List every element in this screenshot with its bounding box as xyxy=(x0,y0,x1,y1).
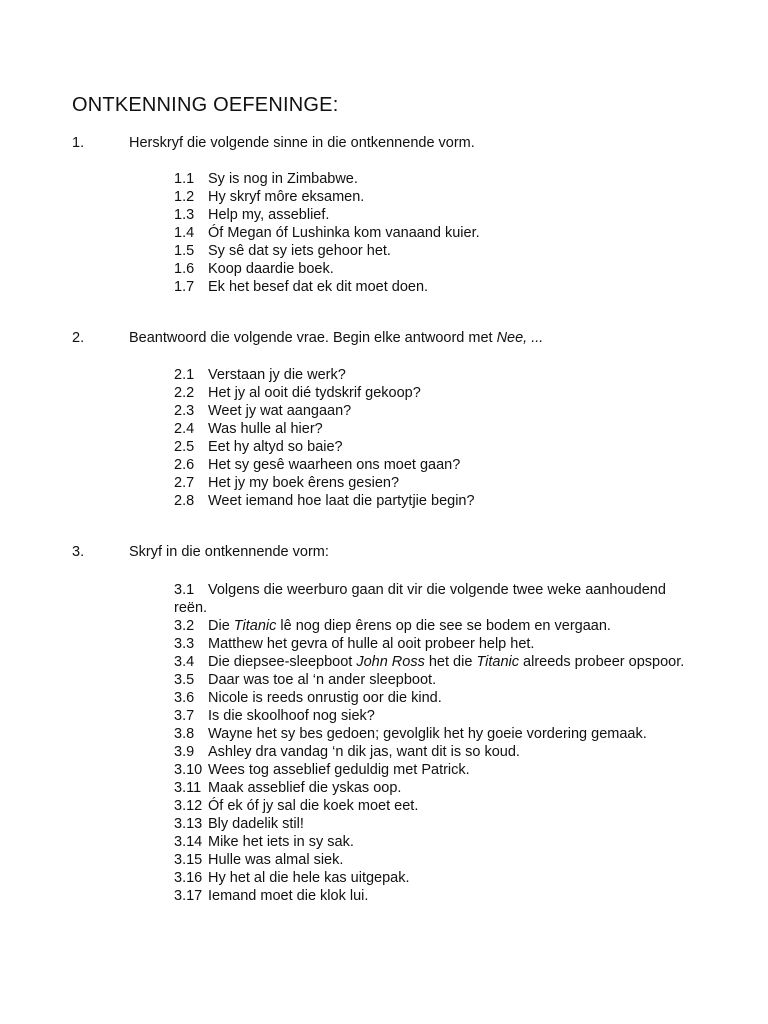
list-item xyxy=(174,815,694,833)
item-text: Bly dadelik stil! xyxy=(208,816,304,832)
list-item xyxy=(174,689,694,707)
list-item xyxy=(174,635,694,653)
list-item xyxy=(174,384,694,402)
list-item xyxy=(174,869,694,887)
item-number: 3.17 xyxy=(174,888,203,904)
item-number: 3.12 xyxy=(174,798,203,814)
item-text-pre: Die diepsee-sleepboot xyxy=(208,654,357,670)
item-text: Hy skryf môre eksamen. xyxy=(208,189,365,205)
item-text: Mike het iets in sy sak. xyxy=(208,834,354,850)
list-item xyxy=(174,581,694,617)
section-instruction xyxy=(129,330,543,346)
exercise-list xyxy=(174,581,694,905)
item-number: 3.1 xyxy=(174,582,195,598)
item-text: Verstaan jy die werk? xyxy=(208,367,346,383)
item-number: 3.14 xyxy=(174,834,203,850)
list-item xyxy=(174,402,694,420)
section-heading xyxy=(0,330,768,350)
list-item xyxy=(174,492,694,510)
item-number: 3.4 xyxy=(174,654,195,670)
list-item xyxy=(174,671,694,689)
item-number: 1.4 xyxy=(174,225,195,241)
list-item xyxy=(174,206,694,224)
list-item xyxy=(174,224,694,242)
item-text: Ek het besef dat ek dit moet doen. xyxy=(208,279,429,295)
item-text: Is die skoolhoof nog siek? xyxy=(208,708,375,724)
item-number: 1.6 xyxy=(174,261,195,277)
item-text: Het jy my boek êrens gesien? xyxy=(208,475,400,491)
list-item xyxy=(174,725,694,743)
item-number: 1.2 xyxy=(174,189,195,205)
item-text-italic-2: Titanic xyxy=(476,654,520,670)
list-item xyxy=(174,653,694,671)
section-instruction: Skryf in die ontkennende vorm: xyxy=(129,544,329,560)
item-text-post: lê nog diep êrens op die see se bodem en vergaan. xyxy=(276,618,611,634)
item-number: 3.10 xyxy=(174,762,203,778)
item-number: 3.15 xyxy=(174,852,203,868)
item-number: 2.8 xyxy=(174,493,195,509)
list-item xyxy=(174,438,694,456)
section-heading xyxy=(0,544,768,564)
list-item xyxy=(174,761,694,779)
list-item xyxy=(174,260,694,278)
item-number: 2.1 xyxy=(174,367,195,383)
item-text-italic: John Ross xyxy=(356,654,425,670)
instruction-italic: Nee, ... xyxy=(496,330,544,346)
item-number: 3.5 xyxy=(174,672,195,688)
list-item xyxy=(174,851,694,869)
item-text: Het jy al ooit dié tydskrif gekoop? xyxy=(208,385,421,401)
item-number: 2.3 xyxy=(174,403,195,419)
item-number: 2.6 xyxy=(174,457,195,473)
section-2 xyxy=(0,330,768,510)
item-text: Matthew het gevra of hulle al ooit probeer help het. xyxy=(208,636,535,652)
item-number: 3.3 xyxy=(174,636,195,652)
item-number: 2.5 xyxy=(174,439,195,455)
section-number: 3. xyxy=(72,544,85,560)
list-item xyxy=(174,707,694,725)
item-text: Eet hy altyd so baie? xyxy=(208,439,343,455)
page-title: ONTKENNING OEFENINGE: xyxy=(72,94,339,116)
exercise-list xyxy=(174,170,694,296)
list-item xyxy=(174,170,694,188)
item-text: Wayne het sy bes gedoen; gevolglik het hy goeie vordering gemaak. xyxy=(208,726,647,742)
item-text: Weet iemand hoe laat die partytjie begin? xyxy=(208,493,475,509)
item-text: Sy sê dat sy iets gehoor het. xyxy=(208,243,391,259)
list-item xyxy=(174,617,694,635)
list-item xyxy=(174,833,694,851)
item-number: 3.13 xyxy=(174,816,203,832)
item-text: Nicole is reeds onrustig oor die kind. xyxy=(208,690,442,706)
item-text-mid: het die xyxy=(424,654,477,670)
item-text: Hy het al die hele kas uitgepak. xyxy=(208,870,410,886)
item-text: Hulle was almal siek. xyxy=(208,852,344,868)
section-heading xyxy=(0,135,768,155)
item-number: 1.7 xyxy=(174,279,195,295)
item-number: 2.4 xyxy=(174,421,195,437)
section-instruction: Herskryf die volgende sinne in die ontkennende vorm. xyxy=(129,135,475,151)
item-text: Iemand moet die klok lui. xyxy=(208,888,369,904)
item-text: Koop daardie boek. xyxy=(208,261,334,277)
item-text: Was hulle al hier? xyxy=(208,421,323,437)
section-number: 1. xyxy=(72,135,85,151)
item-text: Help my, asseblief. xyxy=(208,207,330,223)
exercise-list xyxy=(174,366,694,510)
list-item xyxy=(174,420,694,438)
item-text: Wees tog asseblief geduldig met Patrick. xyxy=(208,762,470,778)
list-item xyxy=(174,242,694,260)
item-number: 2.2 xyxy=(174,385,195,401)
item-number: 3.7 xyxy=(174,708,195,724)
list-item xyxy=(174,797,694,815)
item-text-pre: Die xyxy=(208,618,234,634)
item-text: Maak asseblief die yskas oop. xyxy=(208,780,402,796)
item-number: 3.9 xyxy=(174,744,195,760)
item-number: 3.16 xyxy=(174,870,203,886)
item-number: 1.1 xyxy=(174,171,195,187)
section-number: 2. xyxy=(72,330,85,346)
list-item xyxy=(174,474,694,492)
item-text: Sy is nog in Zimbabwe. xyxy=(208,171,358,187)
list-item xyxy=(174,366,694,384)
item-text: Het sy gesê waarheen ons moet gaan? xyxy=(208,457,461,473)
section-1 xyxy=(0,135,768,296)
list-item xyxy=(174,278,694,296)
list-item xyxy=(174,887,694,905)
list-item xyxy=(174,456,694,474)
item-text: Volgens die weerburo gaan dit vir die volgende twee weke aanhoudend reën. xyxy=(174,582,666,616)
list-item xyxy=(174,779,694,797)
item-text: Óf ek óf jy sal die koek moet eet. xyxy=(208,798,419,814)
list-item xyxy=(174,188,694,206)
item-number: 3.8 xyxy=(174,726,195,742)
list-item xyxy=(174,743,694,761)
instruction-text: Beantwoord die volgende vrae. Begin elke antwoord met xyxy=(129,330,497,346)
section-3 xyxy=(0,544,768,905)
item-text: Ashley dra vandag ‘n dik jas, want dit is so koud. xyxy=(208,744,520,760)
item-text: Daar was toe al ‘n ander sleepboot. xyxy=(208,672,437,688)
item-number: 3.11 xyxy=(174,780,202,796)
item-text: Óf Megan óf Lushinka kom vanaand kuier. xyxy=(208,225,480,241)
item-text: Weet jy wat aangaan? xyxy=(208,403,352,419)
item-text-italic: Titanic xyxy=(233,618,277,634)
item-number: 3.2 xyxy=(174,618,195,634)
item-number: 3.6 xyxy=(174,690,195,706)
item-text-post: alreeds probeer opspoor. xyxy=(519,654,685,670)
item-number: 2.7 xyxy=(174,475,195,491)
item-number: 1.3 xyxy=(174,207,195,223)
item-number: 1.5 xyxy=(174,243,195,259)
